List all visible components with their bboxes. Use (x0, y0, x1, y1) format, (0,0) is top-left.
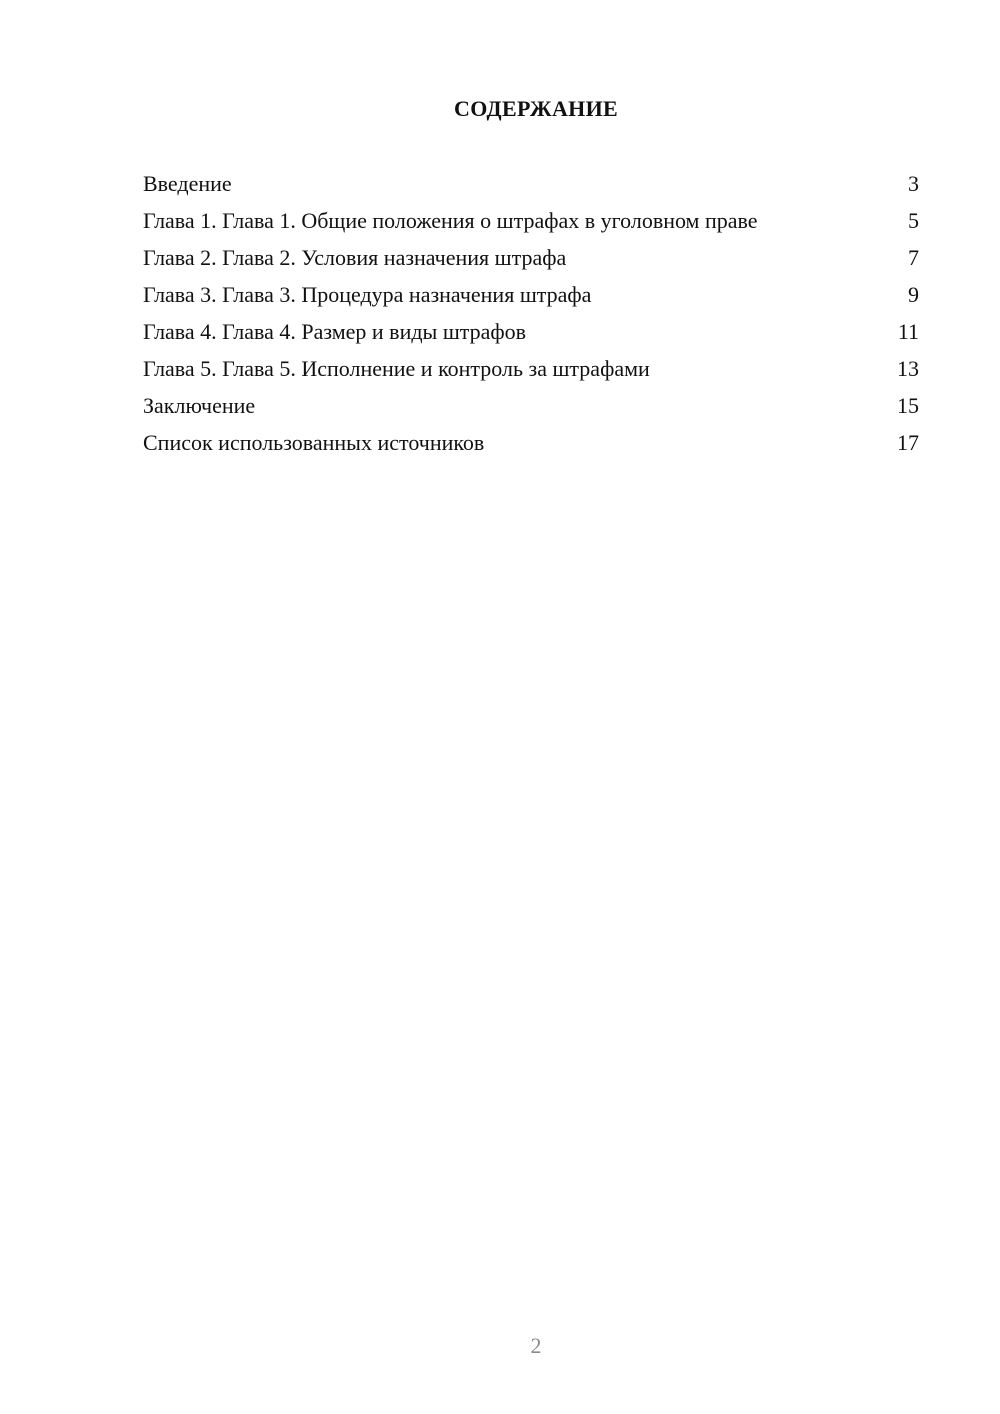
toc-entry-label: Заключение (143, 393, 256, 418)
toc-entry-page: 11 (897, 319, 919, 344)
toc-entry-label: Введение (143, 171, 232, 196)
toc-entry-page: 15 (897, 393, 919, 418)
toc-entry-page: 3 (908, 171, 919, 196)
toc-entry-label: Глава 1. Глава 1. Общие положения о штрафах в уголовном праве (143, 208, 758, 233)
toc-entry-conclusion (143, 393, 919, 419)
toc-entry-chapter-2 (143, 245, 919, 271)
page-title: СОДЕРЖАНИЕ (454, 96, 618, 121)
page-number: 2 (530, 1333, 542, 1358)
toc-entry-page: 9 (908, 282, 919, 307)
toc-entry-label: Глава 3. Глава 3. Процедура назначения штрафа (143, 282, 592, 307)
toc-entry-chapter-4 (143, 319, 919, 345)
toc-entry-label: Список использованных источников (143, 430, 485, 455)
toc-entry-introduction (143, 171, 919, 197)
toc-entry-chapter-3 (143, 282, 919, 308)
toc-entry-label: Глава 2. Глава 2. Условия назначения штрафа (143, 245, 567, 270)
toc-entry-label: Глава 4. Глава 4. Размер и виды штрафов (143, 319, 527, 344)
table-of-contents (143, 171, 919, 467)
toc-entry-page: 7 (908, 245, 919, 270)
toc-entry-references (143, 430, 919, 456)
toc-entry-label: Глава 5. Глава 5. Исполнение и контроль за штрафами (143, 356, 650, 381)
toc-entry-chapter-5 (143, 356, 919, 382)
toc-entry-chapter-1 (143, 208, 919, 234)
toc-entry-page: 17 (897, 430, 919, 455)
toc-entry-page: 13 (897, 356, 919, 381)
toc-entry-page: 5 (908, 208, 919, 233)
